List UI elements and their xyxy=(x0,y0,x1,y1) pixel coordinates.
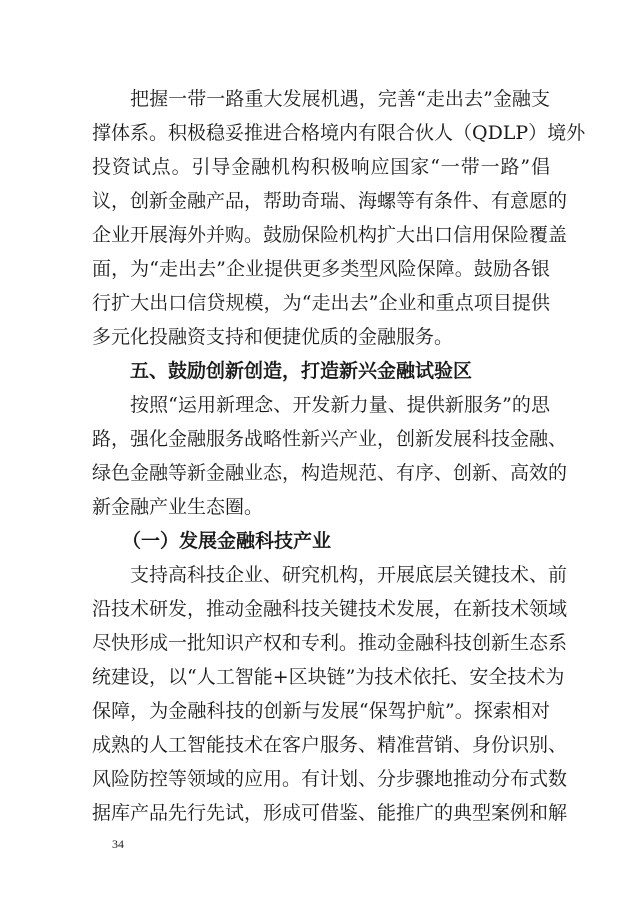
paragraph-line: 据库产品先行先试，形成可借鉴、能推广的典型案例和解 xyxy=(92,802,568,824)
paragraph-line: 企业开展海外并购。鼓励保险机构扩大出口信用保险覆盖 xyxy=(92,224,568,246)
paragraph-line: 风险防控等领域的应用。有计划、分步骤地推动分布式数 xyxy=(92,768,568,790)
paragraph-line: 把握一带一路重大发展机遇，完善“走出去”金融支 xyxy=(130,88,550,110)
paragraph-line: 成熟的人工智能技术在客户服务、精准营销、身份识别、 xyxy=(92,734,568,756)
paragraph-line: 尽快形成一批知识产权和专利。推动金融科技创新生态系 xyxy=(92,632,568,654)
paragraph-line: 路，强化金融服务战略性新兴产业，创新发展科技金融、 xyxy=(92,428,568,450)
paragraph-line: 面，为“走出去”企业提供更多类型风险保障。鼓励各银 xyxy=(92,258,550,280)
paragraph-line: 撑体系。积极稳妥推进合格境内有限合伙人（QDLP）境外 xyxy=(92,122,586,144)
section-heading: 五、鼓励创新创造，打造新兴金融试验区 xyxy=(130,360,473,382)
paragraph-line: 多元化投融资支持和便捷优质的金融服务。 xyxy=(92,326,454,348)
paragraph-line: 统建设，以“人工智能+区块链”为技术依托、安全技术为 xyxy=(92,666,565,688)
paragraph-line: 沿技术研发，推动金融科技关键技术发展，在新技术领域 xyxy=(92,598,568,620)
paragraph-line: 议，创新金融产品，帮助奇瑞、海螺等有条件、有意愿的 xyxy=(92,190,568,212)
paragraph-line: 保障，为金融科技的创新与发展“保驾护航”。探索相对 xyxy=(92,700,550,722)
paragraph-line: 投资试点。引导金融机构积极响应国家“一带一路”倡 xyxy=(92,156,550,178)
paragraph-line: 支持高科技企业、研究机构，开展底层关键技术、前 xyxy=(130,564,568,586)
page-number: 34 xyxy=(112,837,124,851)
paragraph-line: 绿色金融等新金融业态，构造规范、有序、创新、高效的 xyxy=(92,462,568,484)
paragraph-line: 新金融产业生态圈。 xyxy=(92,496,264,518)
paragraph-line: 行扩大出口信贷规模，为“走出去”企业和重点项目提供 xyxy=(92,292,550,314)
subsection-heading: （一）发展金融科技产业 xyxy=(122,530,332,552)
paragraph-line: 按照“运用新理念、开发新力量、提供新服务”的思 xyxy=(130,394,550,416)
